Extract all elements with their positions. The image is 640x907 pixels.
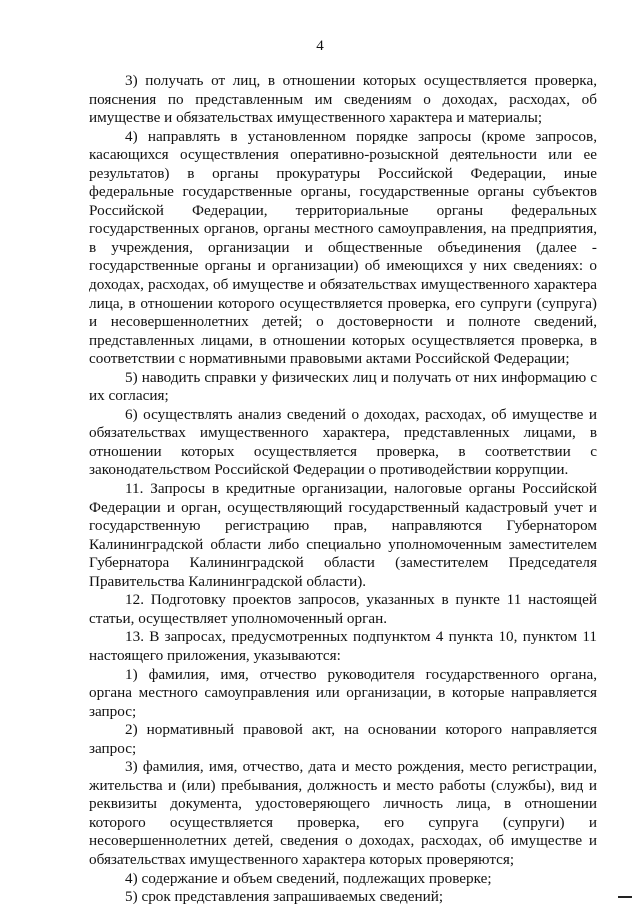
paragraph-point-11: 11. Запросы в кредитные организации, налоговые органы Российской Федерации и орган, осуществляющий государственный кадастровый учет и государственную регистрацию прав, направляются Губернатором Калининградской области либо специально уполномоченным заместителем Губернатора Калининградской области (заместителем Председателя Правительства Калининградской области). (89, 480, 597, 590)
paragraph-request-item-4: 4) содержание и объем сведений, подлежащих проверке; (125, 869, 492, 887)
paragraph-request-item-1: 1) фамилия, имя, отчество руководителя государственного органа, органа местного самоуправления или организации, в которые направляется запрос; (89, 665, 597, 720)
paragraph-point-13: 13. В запросах, предусмотренных подпунктом 4 пункта 10, пунктом 11 настоящего приложения, указываются: (89, 628, 597, 664)
paragraph-item-6: 6) осуществлять анализ сведений о доходах, расходах, об имуществе и обязательствах имущественного характера, представленных лицами, в отношении которых осуществляется проверка, в соответствии с законодательством Российской Федерации о противодействии коррупции. (89, 405, 597, 479)
paragraph-request-item-3: 3) фамилия, имя, отчество, дата и место рождения, место регистрации, жительства и (или) пребывания, должность и место работы (службы), вид и реквизиты документа, удостоверяющего личность лица, в отношении которого осуществляется проверка, его супруга (супруги) и несовершеннолетних детей, сведения о доходах, расходах, об имуществе и обязательствах имущественного характера которых проверяются; (89, 758, 597, 868)
scan-edge-mark (618, 896, 632, 898)
paragraph-request-item-5: 5) срок представления запрашиваемых сведений; (125, 888, 444, 906)
paragraph-item-4: 4) направлять в установленном порядке запросы (кроме запросов, касающихся осуществления оперативно-розыскной деятельности или ее результатов) в органы прокуратуры Российской Федерации, иные федеральные государственные органы, государственные органы субъектов Российской Федерации, территориальные органы федеральных государственных органов, органы местного самоуправления, на предприятия, в учреждения, организации и общественные объединения (далее - государственные органы и организации) об имеющихся у них сведениях: о доходах, расходах, об имуществе и обязательствах имущественного характера лица, в отношении которого осуществляется проверка, его супруги (супруга) и несовершеннолетних детей; о достоверности и полноте сведений, представленных лицами, в отношении которых осуществляется проверка, в соответствии с нормативными правовыми актами Российской Федерации; (89, 127, 597, 368)
paragraph-item-5: 5) наводить справки у физических лиц и получать от них информацию с их согласия; (89, 368, 597, 405)
paragraph-item-3: 3) получать от лиц, в отношении которых осуществляется проверка, пояснения по представленным им сведениям о доходах, расходах, об имуществе и обязательствах имущественного характера и материалы; (89, 72, 597, 127)
page-number: 4 (316, 38, 324, 54)
paragraph-point-12: 12. Подготовку проектов запросов, указанных в пункте 11 настоящей статьи, осуществляет уполномоченный орган. (89, 591, 597, 627)
paragraph-request-item-2: 2) нормативный правовой акт, на основании которого направляется запрос; (89, 721, 597, 757)
document-body (89, 72, 597, 907)
